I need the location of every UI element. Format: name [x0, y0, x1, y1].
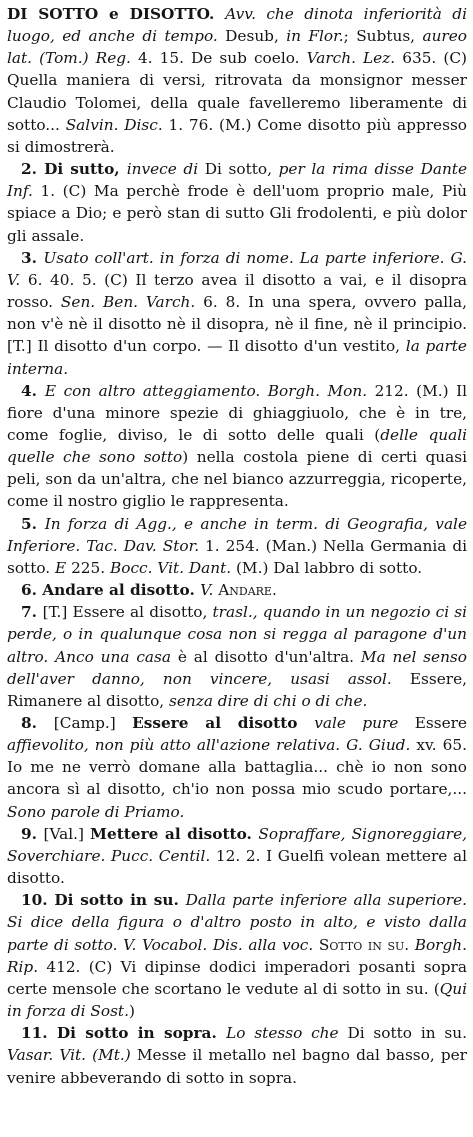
entry-text-run: affievolito, non più atto all'azione relativa. G. Giud. [7, 736, 417, 755]
entry-text-run: (M.) Dal labbro di sotto. [235, 558, 423, 577]
entry-text-run: 635. (C) Quella maniera di versi, ritrovata da monsignor messer Claudio Tolomei, della quale favelleremo liberamente di sotto... [7, 49, 468, 134]
entry-text-run: Essere, Rimanere al disotto, [7, 669, 467, 710]
dictionary-entry [7, 823, 467, 889]
entry-text-run: DI SOTTO e DISOTTO. [7, 5, 226, 23]
entry-text-run: Dalla parte inferiore alla superiore. Si dice della figura o d'altro posto in alto, e visto dalla parte di sotto. V. Vocabol. Dis. alla voc. [7, 891, 467, 954]
entry-text-run: delle quali quelle che sono sotto [7, 425, 467, 467]
entry-text-run: Sotto in su. [318, 935, 415, 954]
entry-text-run: 4. 15. De sub coelo. [137, 49, 307, 68]
entry-text-run: invece di [126, 160, 205, 179]
entry-text-run: 6. Andare al disotto. [21, 581, 201, 600]
entry-text-run: E [55, 558, 72, 577]
entry-text-run: 1. 254. (Man.) Nella Germania di sotto. [7, 536, 468, 577]
entry-text-run: aureo lat. (Tom.) Reg. [7, 27, 467, 68]
entry-text-run: [T.] Essere al disotto, [42, 603, 213, 622]
dictionary-entries [7, 3, 467, 1089]
entry-text-run: Sono parole di Priamo. [7, 802, 185, 821]
entry-text-run: Usato coll'art. in forza di nome. La parte inferiore. G. V. [7, 248, 467, 289]
entry-text-run: la parte interna. [7, 337, 467, 378]
dictionary-entry [7, 158, 467, 247]
entry-text-run: V. [200, 581, 219, 600]
entry-text-run: Messe il metallo nel bagno dal basso, per venire abbeverando di sotto in sopra. [7, 1046, 467, 1087]
entry-text-run: 8. [21, 714, 54, 732]
entry-text-run: E con altro atteggiamento. Borgh. Mon. [44, 381, 375, 400]
entry-text-run: 7. [21, 603, 43, 622]
entry-text-run: 6. 40. 5. (C) Il terzo avea il disotto a vai, e il disopra rosso. [7, 270, 467, 312]
entry-text-run: 212. (M.) Il fiore d'una minore spezie di ghiaggiuolo, che è in tre, come foglie, diviso, le di sotto delle quali ( [7, 381, 467, 444]
entry-text-run: Bocc. Vit. Dant. [110, 558, 236, 577]
entry-text-run: 225. [71, 558, 110, 577]
dictionary-entry [7, 712, 467, 823]
dictionary-entry [7, 579, 467, 601]
entry-text-run: Varch. Lez. [306, 49, 403, 68]
entry-text-run: vale pure [314, 714, 415, 732]
entry-text-run: 6. 8. In una spera, ovvero palla, non v'è nè il disotto nè il disopra, nè il fine, nè il principio. [T.] Il disotto d'un corpo. — Il disotto d'un vestito, [7, 293, 468, 356]
entry-text-run: 1. 76. (M.) Come disotto più appresso si dimostrerà. [7, 115, 468, 156]
entry-text-run: Sen. Ben. Varch. [60, 293, 204, 312]
dictionary-entry [7, 247, 467, 380]
entry-text-run: 9. [21, 824, 44, 843]
entry-text-run: [Camp.] [53, 714, 133, 732]
entry-text-run: in Flor. [286, 27, 344, 46]
entry-text-run: 2. Di sutto, [21, 160, 127, 179]
entry-text-run: per la rima disse Dante Inf. [7, 160, 468, 201]
entry-text-run: Mettere al disotto. [90, 824, 259, 843]
dictionary-entry [7, 3, 467, 158]
entry-text-run: Di sotto, [204, 160, 279, 179]
entry-text-run: Lo stesso che [226, 1024, 348, 1043]
entry-text-run: xv. 65. Io me ne verrò domane alla battaglia... chè io non sono ancora sì al disotto, ch'io non possa mio scudo portare,... [7, 736, 467, 799]
entry-text-run: Salvin. Disc. [65, 115, 169, 134]
entry-text-run: senza dire di chi o di che. [169, 691, 368, 710]
dictionary-entry [7, 889, 467, 1022]
entry-text-run: ) [128, 1002, 135, 1021]
dictionary-entry [7, 380, 467, 513]
entry-text-run: 4. [21, 381, 45, 400]
entry-text-run: Andare. [218, 581, 277, 600]
entry-text-run: trasl., quando in un negozio ci si perde, o in qualunque cosa non si regga al paragone d'un altro. [7, 603, 468, 666]
entry-text-run: In forza di Agg., e anche in term. di Geografia, vale Inferiore. Tac. Dav. Stor. [7, 514, 468, 555]
entry-text-run: Essere al disotto [132, 714, 315, 732]
dictionary-entry [7, 1022, 467, 1088]
entry-text-run: ; Subtus, [343, 27, 423, 46]
dictionary-entry [7, 513, 467, 579]
entry-text-run: Ma nel senso dell'aver danno, non vincere, usasi assol. [7, 647, 467, 688]
entry-text-run: 5. [21, 514, 45, 533]
entry-text-run: è al disotto d'un'altra. [177, 647, 361, 666]
entry-text-run: Vasar. Vit. (Mt.) [7, 1046, 137, 1065]
entry-text-run: 11. Di sotto in sopra. [21, 1024, 227, 1043]
entry-text-run: 1. (C) Ma perchè frode è dell'uom proprio male, Più spiace a Dio; e però stan di sutto Gli frodolenti, e più dolor gli assale. [7, 182, 467, 245]
entry-text-run: 412. (C) Vi dipinse dodici imperadori posanti sopra certe mensole che scortano le vedute al di sotto in su. ( [7, 957, 467, 998]
entry-text-run: 12. 2. I Guelfi volean mettere al disotto. [7, 846, 467, 888]
entry-text-run: [Val.] [43, 824, 91, 843]
entry-text-run: Sopraffare, Signoreggiare, Soverchiare. Pucc. Centil. [7, 824, 468, 865]
entry-text-run: ) nella costola piene di certi quasi peli, son da un'altra, che nel bianco azzurreggia, ricoperte, come il nostro giglio le rappresenta. [7, 448, 467, 511]
entry-text-run: Di sotto in su. [347, 1024, 467, 1043]
entry-text-run: Avv. che dinota inferiorità di luogo, ed anche di tempo. [7, 5, 467, 46]
dictionary-entry [7, 601, 467, 712]
entry-text-run: Desub, [225, 27, 287, 46]
entry-text-run: Qui in forza di Sost. [7, 979, 467, 1021]
entry-text-run: Borgh. Rip. [7, 935, 468, 976]
entry-text-run: 10. Di sotto in su. [21, 891, 186, 910]
entry-text-run: Essere [414, 714, 467, 732]
entry-text-run: 3. [21, 248, 44, 267]
entry-text-run: Anco una casa [55, 647, 178, 666]
